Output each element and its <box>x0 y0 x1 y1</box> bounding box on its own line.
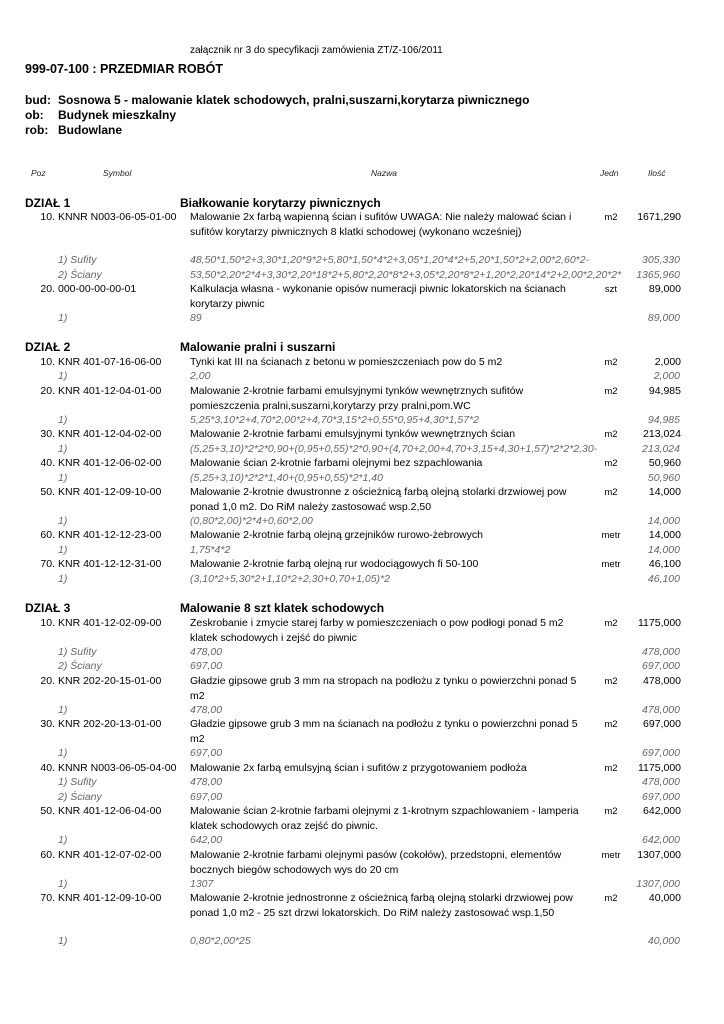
row-number: 70. <box>40 892 55 904</box>
unit-cell: szt <box>604 284 618 295</box>
quantity-cell: 2,000 <box>654 356 681 368</box>
description-cell: Gładzie gipsowe grub 3 mm na ścianach na podłożu z tynku o powierzchni ponad 5 m2 <box>190 718 578 745</box>
quantity-cell: 94,985 <box>647 414 680 426</box>
quantity-cell: 642,000 <box>642 834 680 846</box>
row-number: 60. <box>40 849 55 861</box>
quantity-cell: 89,000 <box>647 312 680 324</box>
attachment-note: załącznik nr 3 do specyfikacji zamówienia ZT/Z-106/2011 <box>190 45 443 56</box>
meta-rob <box>25 123 122 137</box>
meta-key: ob: <box>25 108 44 122</box>
document-title: 999-07-100 : PRZEDMIAR ROBÓT <box>25 62 223 76</box>
section-label: DZIAŁ 2 <box>25 340 71 354</box>
quantity-cell: 46,100 <box>647 573 680 585</box>
symbol-cell: 2) Ściany <box>58 660 102 672</box>
symbol-cell: 1) <box>58 312 68 324</box>
symbol-cell: KNR 401-12-12-23-00 <box>58 529 162 541</box>
description-cell: Malowanie 2-krotnie dwustronne z ościeżnicą farbą olejną stolarki drzwiowej pow ponad 1,0 m2. Do RiM należy zastosować wsp.2,50 <box>190 486 567 513</box>
symbol-cell: KNR 401-12-12-31-00 <box>58 558 162 570</box>
symbol-cell: KNNR N003-06-05-04-00 <box>58 762 177 774</box>
symbol-cell: KNNR N003-06-05-01-00 <box>58 211 177 223</box>
row-number: 30. <box>40 718 55 730</box>
description-cell: 697,00 <box>190 660 223 672</box>
description-cell: Zeskrobanie i zmycie starej farby w pomieszczeniach o pow podłogi ponad 5 m2 klatek schodowych i zejść do piwnic <box>190 617 564 644</box>
description-cell: 2,00 <box>190 370 211 382</box>
quantity-cell: 46,100 <box>648 558 681 570</box>
row-number: 20. <box>40 675 55 687</box>
row-number: 50. <box>40 805 55 817</box>
quantity-cell: 89,000 <box>648 283 681 295</box>
unit-cell: m2 <box>604 429 618 440</box>
quantity-cell: 1365,960 <box>636 269 680 281</box>
unit-cell: metr <box>601 530 621 541</box>
row-number: 10. <box>40 211 55 223</box>
row-number: 30. <box>40 428 55 440</box>
symbol-cell: KNR 401-12-06-04-00 <box>58 805 162 817</box>
symbol-cell: 1) <box>58 704 68 716</box>
section-heading <box>25 196 381 210</box>
unit-cell: metr <box>601 850 621 861</box>
section-title: Białkowanie korytarzy piwnicznych <box>180 196 381 210</box>
quantity-cell: 14,000 <box>647 515 680 527</box>
symbol-cell: 1) <box>58 747 68 759</box>
symbol-cell: KNR 401-12-09-10-00 <box>58 486 162 498</box>
symbol-cell: 000-00-00-00-01 <box>58 283 137 295</box>
symbol-cell: 1) <box>58 878 68 890</box>
description-cell: (5,25+3,10)*2*2*0,90+(0,95+0,55)*2*0,90+(4,70+2,00+4,70+3,15+4,30+1,57)*2*2*2,30- <box>190 443 598 455</box>
symbol-cell: 1) <box>58 935 68 947</box>
description-cell: 478,00 <box>190 776 223 788</box>
quantity-cell: 1175,000 <box>637 762 681 774</box>
symbol-cell: 1) <box>58 544 68 556</box>
section-title: Malowanie 8 szt klatek schodowych <box>180 601 385 615</box>
quantity-cell: 478,000 <box>643 675 681 687</box>
symbol-cell: KNR 401-12-04-02-00 <box>58 428 162 440</box>
section-label: DZIAŁ 3 <box>25 601 71 615</box>
description-cell: 697,00 <box>190 747 223 759</box>
quantity-cell: 1307,000 <box>636 878 680 890</box>
description-cell: Malowanie 2x farbą emulsyjną ścian i sufitów z przygotowaniem podłoża <box>190 762 527 774</box>
row-number: 20. <box>40 385 55 397</box>
section-title: Malowanie pralni i suszarni <box>180 340 336 354</box>
quantity-cell: 697,000 <box>642 791 680 803</box>
row-number: 10. <box>40 617 55 629</box>
quantity-cell: 50,960 <box>647 472 680 484</box>
meta-value: Budynek mieszkalny <box>58 108 177 122</box>
col-poz-header: Poz <box>31 168 46 178</box>
quantity-cell: 1307,000 <box>637 849 681 861</box>
unit-cell: m2 <box>604 458 618 469</box>
description-cell: Tynki kat III na ścianach z betonu w pomieszczeniach pow do 5 m2 <box>190 356 503 368</box>
col-symbol-header: Symbol <box>103 168 132 178</box>
quantity-cell: 40,000 <box>647 935 680 947</box>
description-cell: 478,00 <box>190 646 223 658</box>
quantity-cell: 14,000 <box>647 544 680 556</box>
section-heading <box>25 340 336 354</box>
description-cell: Malowanie 2-krotnie farbami emulsyjnymi tynków wewnętrznych ścian <box>190 428 516 440</box>
description-cell: 642,00 <box>190 834 223 846</box>
quantity-cell: 642,000 <box>643 805 681 817</box>
quantity-cell: 40,000 <box>648 892 681 904</box>
description-cell: Malowanie 2-krotnie farbą olejną grzejników rurowo-żebrowych <box>190 529 483 541</box>
unit-cell: m2 <box>604 719 618 730</box>
description-cell: Kalkulacja własna - wykonanie opisów numeracji piwnic lokatorskich na ścianach korytarzy piwnic <box>190 283 566 310</box>
unit-cell: m2 <box>604 357 618 368</box>
description-cell: 697,00 <box>190 791 223 803</box>
row-number: 10. <box>40 356 55 368</box>
unit-cell: m2 <box>604 806 618 817</box>
row-number: 40. <box>40 457 55 469</box>
meta-key: rob: <box>25 123 49 137</box>
description-cell: Gładzie gipsowe grub 3 mm na stropach na podłożu z tynku o powierzchni ponad 5 m2 <box>190 675 577 702</box>
unit-cell: m2 <box>604 386 618 397</box>
unit-cell: metr <box>601 559 621 570</box>
unit-cell: m2 <box>604 676 618 687</box>
description-cell: Malowanie 2-krotnie jednostronne z ościeżnicą farbą olejną stolarki drzwiowej pow ponad 1,0 m2 - 25 szt drzwi lokatorskich. Do RiM należy zastosować wsp.1,50 <box>190 892 573 919</box>
description-cell: (0,80*2,00)*2*4+0,60*2,00 <box>190 515 313 527</box>
symbol-cell: KNR 401-12-07-02-00 <box>58 849 162 861</box>
unit-cell: m2 <box>604 212 618 223</box>
row-number: 20. <box>40 283 55 295</box>
quantity-cell: 478,000 <box>642 776 680 788</box>
col-ilosc-header: Ilość <box>648 168 666 178</box>
symbol-cell: 2) Ściany <box>58 269 102 281</box>
col-nazwa-header: Nazwa <box>371 168 397 178</box>
symbol-cell: 1) <box>58 515 68 527</box>
description-cell: Malowanie ścian 2-krotnie farbami olejnymi z 1-krotnym szpachlowaniem - lamperia klatek schodowych oraz zejść do piwnic. <box>190 805 579 832</box>
quantity-cell: 50,960 <box>648 457 681 469</box>
description-cell: Malowanie 2x farbą wapienną ścian i sufitów UWAGA: Nie należy malować ścian i sufitów korytarzy piwnicznych 8 klatki schodowej (wykonano wcześniej) <box>190 211 572 238</box>
symbol-cell: 1) Sufity <box>58 646 97 658</box>
meta-value: Budowlane <box>58 123 123 137</box>
meta-bud <box>25 93 529 107</box>
meta-key: bud: <box>25 93 51 107</box>
quantity-cell: 14,000 <box>648 486 681 498</box>
unit-cell: m2 <box>604 618 618 629</box>
col-jedn-header: Jedn <box>600 168 619 178</box>
description-cell: Malowanie 2-krotnie farbą olejną rur wodociągowych fi 50-100 <box>190 558 479 570</box>
unit-cell: m2 <box>604 763 618 774</box>
row-number: 70. <box>40 558 55 570</box>
symbol-cell: 1) <box>58 834 68 846</box>
quantity-cell: 478,000 <box>642 704 680 716</box>
symbol-cell: 1) <box>58 472 68 484</box>
quantity-cell: 2,000 <box>653 370 680 382</box>
symbol-cell: KNR 401-07-16-06-00 <box>58 356 162 368</box>
quantity-cell: 478,000 <box>642 646 680 658</box>
symbol-cell: KNR 202-20-13-01-00 <box>58 718 162 730</box>
description-cell: Malowanie 2-krotnie farbami olejnymi pasów (cokołów), przedstopni, elementów bocznych biegów schodowych wys do 20 cm <box>190 849 562 876</box>
meta-ob <box>25 108 176 122</box>
row-number: 60. <box>40 529 55 541</box>
quantity-cell: 1671,290 <box>637 211 681 223</box>
description-cell: 1307 <box>190 878 214 890</box>
quantity-cell: 213,024 <box>642 443 680 455</box>
quantity-cell: 697,000 <box>642 660 680 672</box>
section-label: DZIAŁ 1 <box>25 196 71 210</box>
symbol-cell: KNR 202-20-15-01-00 <box>58 675 162 687</box>
meta-value: Sosnowa 5 - malowanie klatek schodowych, pralni,suszarni,korytarza piwnicznego <box>58 93 530 107</box>
symbol-cell: 1) <box>58 573 68 585</box>
symbol-cell: KNR 401-12-04-01-00 <box>58 385 162 397</box>
description-cell: 89 <box>190 312 202 324</box>
symbol-cell: 1) <box>58 443 68 455</box>
quantity-cell: 1175,000 <box>637 617 681 629</box>
description-cell: 478,00 <box>190 704 223 716</box>
quantity-cell: 14,000 <box>648 529 681 541</box>
quantity-cell: 305,330 <box>642 254 680 266</box>
unit-cell: m2 <box>604 487 618 498</box>
description-cell: (5,25+3,10)*2*2*1,40+(0,95+0,55)*2*1,40 <box>190 472 383 484</box>
symbol-cell: KNR 401-12-06-02-00 <box>58 457 162 469</box>
section-heading <box>25 601 385 615</box>
row-number: 50. <box>40 486 55 498</box>
symbol-cell: 1) <box>58 370 68 382</box>
quantity-cell: 94,985 <box>648 385 681 397</box>
quantity-cell: 697,000 <box>642 747 680 759</box>
description-cell: 48,50*1,50*2+3,30*1,20*9*2+5,80*1,50*4*2+3,05*1,20*4*2+5,20*1,50*2+2,00*2,60*2- <box>190 254 590 266</box>
quantity-cell: 697,000 <box>643 718 681 730</box>
symbol-cell: 2) Ściany <box>58 791 102 803</box>
description-cell: Malowanie ścian 2-krotnie farbami olejnymi bez szpachlowania <box>190 457 483 469</box>
description-cell: 0,80*2,00*25 <box>190 935 251 947</box>
row-number: 40. <box>40 762 55 774</box>
symbol-cell: 1) Sufity <box>58 776 97 788</box>
unit-cell: m2 <box>604 893 618 904</box>
quantity-cell: 213,024 <box>643 428 681 440</box>
symbol-cell: 1) Sufity <box>58 254 97 266</box>
description-cell: 5,25*3,10*2+4,70*2,00*2+4,70*3,15*2+0,55*0,95+4,30*1,57*2 <box>190 414 480 426</box>
symbol-cell: KNR 401-12-02-09-00 <box>58 617 162 629</box>
description-cell: (3,10*2+5,30*2+1,10*2+2,30+0,70+1,05)*2 <box>190 573 390 585</box>
description-cell: 53,50*2,20*2*4+3,30*2,20*18*2+5,80*2,20*8*2+3,05*2,20*8*2+1,20*2,20*14*2+2,00*2,20*2* <box>190 269 622 281</box>
description-cell: 1,75*4*2 <box>190 544 231 556</box>
description-cell: Malowanie 2-krotnie farbami emulsyjnymi tynków wewnętrznych sufitów pomieszczenia pralni,suszarni,korytarzy przy pralni,pom.WC <box>190 385 524 412</box>
symbol-cell: 1) <box>58 414 68 426</box>
symbol-cell: KNR 401-12-09-10-00 <box>58 892 162 904</box>
